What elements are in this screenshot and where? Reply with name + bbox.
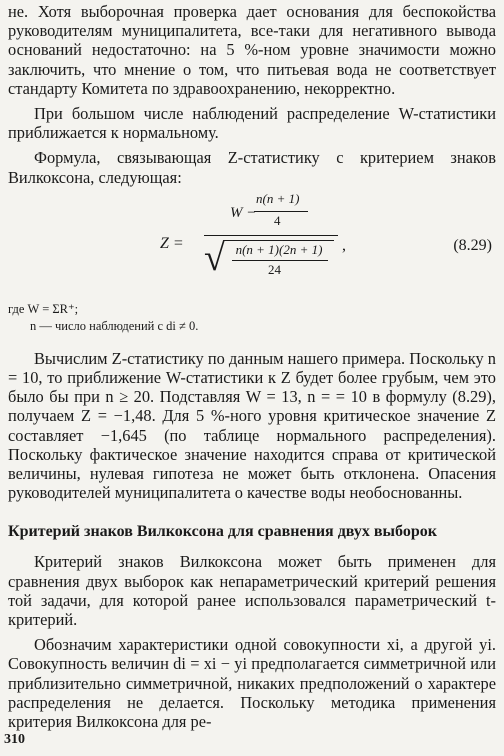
equation-number: (8.29) xyxy=(453,236,492,254)
formula-denominator xyxy=(204,236,338,290)
formula-den-bar xyxy=(232,260,328,261)
formula-numerator xyxy=(204,191,338,233)
formula-num-bar xyxy=(254,211,308,212)
page-number: 310 xyxy=(4,732,25,747)
formula-8-29 xyxy=(8,191,496,299)
formula-num-bottom: 4 xyxy=(274,212,281,228)
formula-den-top: n(n + 1)(2n + 1) xyxy=(224,240,334,258)
formula-lhs: Z = xyxy=(160,234,184,252)
paragraph-2: При большом числе наблюдений распределение W-статистики приближается к нормальному. xyxy=(8,104,496,143)
sqrt-symbol: √ xyxy=(204,236,225,279)
paragraph-6: Обозначим характеристики одной совокупности xi, а другой yi. Совокупность величин di = xi − yi предполагается симметричной или приблизительно симметричной, никаких предположений о характере распределения не делается. Поскольку методика применения критерия Вилкоксона для ре- xyxy=(8,635,496,732)
formula-den-bottom: 24 xyxy=(268,261,281,277)
formula-num-w: W − xyxy=(230,204,257,221)
formula-fraction xyxy=(204,191,338,290)
formula-num-top: n(n + 1) xyxy=(256,190,300,206)
where-line-2: n — число наблюдений с di ≠ 0. xyxy=(30,318,199,333)
paragraph-1: не. Хотя выборочная проверка дает основания для беспокойства руководителям муниципалитета, все-таки для негативного вывода оснований недостаточно: на 5 %-ном уровне значимости можно заключить, что мнение о том, что питьевая вода не соответствует стандарту Комитета по здравоохранению, некорректно. xyxy=(8,2,496,98)
section-heading: Критерий знаков Вилкоксона для сравнения двух выборок xyxy=(8,523,437,541)
paragraph-3: Формула, связывающая Z-статистику с критерием знаков Вилкоксона, следующая: xyxy=(8,148,496,187)
paragraph-5: Критерий знаков Вилкоксона может быть применен для сравнения двух выборок как непараметрический критерий решения той задачи, для которой ранее использовался параметрический t-критерий. xyxy=(8,552,496,630)
where-line-1: где W = ΣR⁺; xyxy=(8,301,79,316)
formula-comma: , xyxy=(342,236,346,254)
paragraph-4: Вычислим Z-статистику по данным нашего примера. Поскольку n = 10, то приближение W-статистики к Z будет более грубым, чем это было бы при n ≥ 20. Подставляя W = 13, n = = 10 в формулу (8.29), получаем Z = −1,48. Для 5 %-ного уровня критическое значение Z составляет −1,645 (по таблице нормального распределения). Поскольку фактическое значение находится справа от критической величины, нулевая гипотеза не может быть отклонена. Опасения руководителей муниципалитета о качестве воды необоснованны. xyxy=(8,348,496,503)
